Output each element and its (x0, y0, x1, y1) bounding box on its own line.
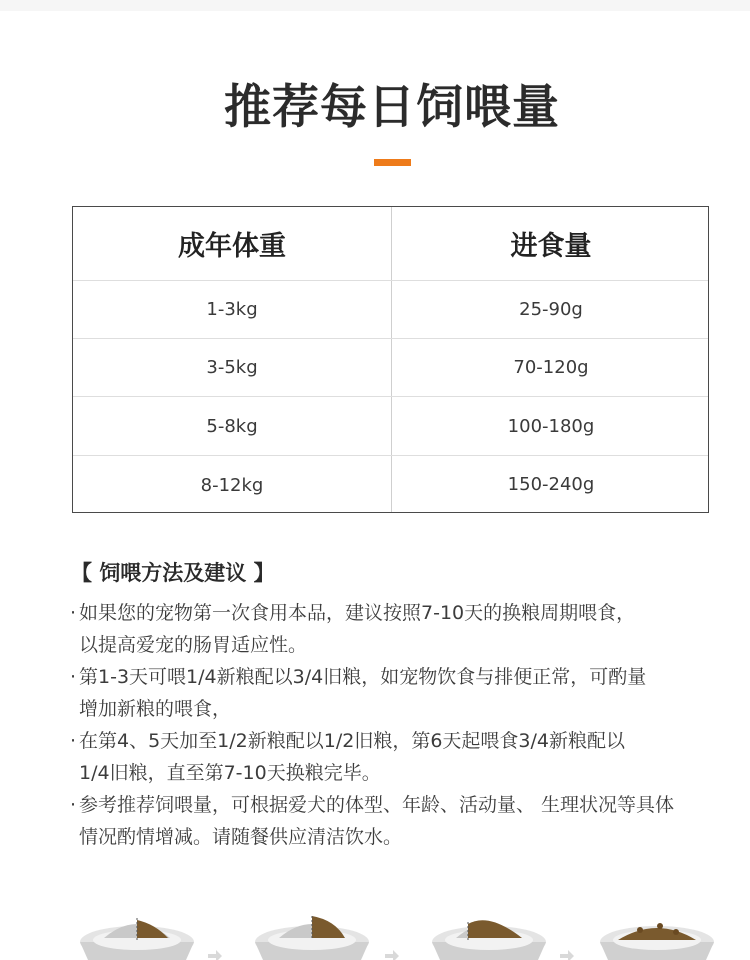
tip-text: 第1-3天可喂1/4新粮配以3/4旧粮，如宠物饮食与排便正常，可酌量 (79, 666, 647, 688)
tip-text: 情况酌情增减。请随餐供应清洁饮水。 (79, 826, 403, 848)
food-transition-illustration (0, 910, 750, 960)
arrow-icon (208, 950, 222, 960)
table-cell-intake: 150-240g (507, 473, 595, 495)
tip-text: 1/4旧粮，直至第7-10天换粮完毕。 (79, 762, 381, 784)
tip-line (70, 693, 750, 725)
tip-line (70, 757, 750, 789)
tip-line (70, 597, 750, 629)
tip-text: 如果您的宠物第一次食用本品，建议按照7-10天的换粮周期喂食， (79, 602, 636, 624)
table-cell-weight: 1-3kg (206, 299, 258, 320)
table-cell-intake: 70-120g (513, 357, 589, 378)
table-cell-weight: 5-8kg (206, 415, 258, 437)
arrow-icon (560, 950, 574, 960)
title-accent-bar (374, 159, 411, 166)
bullet: · (70, 602, 77, 624)
page-title: 推荐每日饲喂量 (224, 80, 560, 135)
tip-line (70, 725, 750, 757)
mixed-bowl-more-icon (432, 920, 546, 960)
mixed-bowl-half-icon (255, 916, 369, 960)
tips-heading: 【 饲喂方法及建议 】 (71, 561, 275, 585)
tips-list (70, 597, 750, 853)
tip-line (70, 821, 750, 853)
tip-line (70, 789, 750, 821)
table-cell-intake: 100-180g (507, 415, 595, 437)
feeding-table (72, 206, 709, 513)
tip-text: 参考推荐饲喂量，可根据爱犬的体型、年龄、活动量、 生理状况等具体 (79, 794, 675, 816)
tip-text: 以提高爱宠的肠胃适应性。 (79, 634, 308, 656)
header-intake: 进食量 (510, 231, 592, 262)
tip-line (70, 629, 750, 661)
table-cell-weight: 8-12kg (200, 474, 264, 496)
tip-text: 增加新粮的喂食， (79, 698, 232, 720)
tip-line (70, 661, 750, 693)
table-cell-intake: 25-90g (519, 299, 583, 320)
new-food-bowl-icon (600, 923, 714, 960)
arrow-icon (385, 950, 399, 960)
bullet: · (70, 794, 77, 816)
top-strip (0, 0, 750, 11)
old-food-bowl-icon (80, 918, 194, 960)
bullet: · (70, 666, 77, 688)
table-cell-weight: 3-5kg (206, 357, 258, 378)
header-weight: 成年体重 (178, 231, 286, 262)
tip-text: 在第4、5天加至1/2新粮配以1/2旧粮，第6天起喂食3/4新粮配以 (79, 730, 626, 752)
bullet: · (70, 730, 77, 752)
